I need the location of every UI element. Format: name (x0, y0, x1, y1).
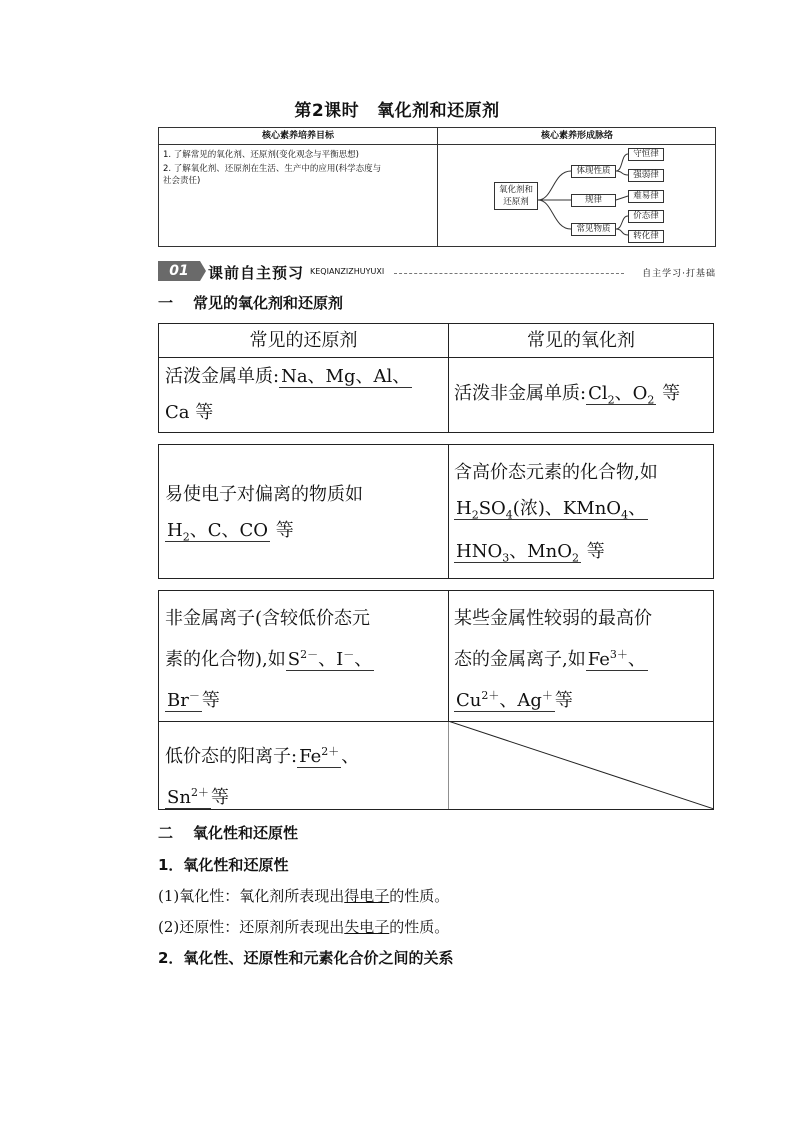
metal-ions-label: 某些金属性较弱的最高价 (454, 608, 652, 629)
section-1-number: 一 (158, 294, 174, 312)
goals-table (158, 127, 716, 247)
nonmetal-ions-answer: $S^{2-}$、I－、 (287, 648, 373, 670)
oxidizing-nonmetals-cell (448, 376, 714, 419)
section-1-title: 常见的氧化剂和还原剂 (193, 294, 344, 312)
agents-table-2 (158, 444, 714, 579)
metal-ions-label-2: 态的金属离子,如 (454, 649, 586, 670)
mindmap-root-line1: 氧化剂和 (498, 185, 533, 195)
metal-ions-suffix: 等 (554, 690, 573, 711)
metal-ions-cell (448, 601, 714, 719)
nonmetal-ions-label-2: 素的化合物),如 (165, 649, 286, 670)
nonmetals-answer: $Cl_2$、$O_2$ (588, 383, 655, 407)
point-1b-text: (2)还原性：还原剂所表现出 (158, 918, 345, 936)
oxidizing-compounds-suffix: 等 (586, 540, 605, 562)
metals-label: 活泼金属单质: (165, 366, 280, 387)
mindmap-leaf-5: 转化律 (628, 230, 664, 243)
banner-pinyin: KEQIANZIZHUYUXI (310, 267, 385, 276)
point-1b (158, 916, 449, 937)
low-valence-label: 低价态的阳离子: (165, 746, 298, 767)
mindmap-leaf-2: 强弱律 (628, 169, 664, 182)
metals-suffix: 等 (195, 402, 214, 423)
goal-2-cont: 社会责任) (163, 176, 201, 186)
nonmetals-suffix: 等 (662, 383, 681, 404)
reducing-compounds-cell (159, 477, 448, 556)
mindmap-mid-3: 常见物质 (571, 223, 616, 236)
section-2-title: 氧化性和还原性 (193, 824, 299, 842)
goals-header-right: 核心素养形成脉络 (438, 128, 716, 145)
mindmap-leaf-3: 难易律 (628, 190, 664, 203)
low-valence-answer-cont: $Sn^{2+}$ (167, 786, 209, 808)
section-1-heading (158, 292, 343, 313)
mindmap-leaf-1: 守恒律 (628, 148, 664, 161)
goals-header-left: 核心素养培养目标 (159, 128, 438, 145)
agents-table-3 (158, 590, 714, 810)
section-number-badge: 01 (158, 261, 200, 281)
section-2-heading (158, 822, 298, 843)
point-1a-answer: 得电子 (344, 887, 390, 905)
acid-concentrated: (浓)、KMnO (512, 498, 622, 519)
goal-2: 2. 了解氧化剂、还原剂在生活、生产中的应用(科学态度与 (163, 164, 382, 174)
oxidizing-compounds-answer-2: $HNO_3$、MnO$_2$ (456, 540, 579, 565)
nonmetal-ions-answer-cont: Br－ (167, 689, 200, 711)
point-1a-text: (1)氧化性：氧化剂所表现出 (158, 887, 345, 905)
metals-answer: Na、Mg、Al、 (281, 366, 411, 387)
metal-ions-answer: $Fe^{3+}$、 (587, 648, 646, 670)
metal-ions-answer-cont: $Cu^{2+}$、Ag＋ (456, 689, 553, 711)
lesson-topic: 氧化剂和还原剂 (377, 101, 500, 121)
banner-right-label: 自主学习·打基础 (642, 269, 716, 279)
page-title (0, 96, 794, 121)
nonmetals-label: 活泼非金属单质: (454, 383, 587, 404)
mindmap-root-line2: 还原剂 (503, 197, 529, 207)
lesson-label: 第2课时 (294, 101, 360, 121)
metals-answer-cont: Ca (165, 402, 190, 423)
low-valence-suffix: 等 (210, 787, 229, 808)
mindmap-leaf-4: 价态律 (628, 210, 664, 223)
oxidizing-compounds-answer-1: $H_2SO_4$(浓)、KMnO$_4$、 (456, 498, 647, 522)
empty-cell-diagonal (448, 721, 714, 809)
reducing-compounds-answer: $H_2$、C、CO (167, 520, 269, 544)
section-2-number: 二 (158, 824, 174, 842)
low-valence-answer: $Fe^{2+}$ (299, 745, 340, 767)
banner-divider (394, 273, 624, 274)
reducing-compounds-suffix: 等 (275, 520, 294, 541)
point-2: 2．氧化性、还原性和元素化合价之间的关系 (158, 949, 454, 967)
mindmap-mid-2: 规律 (571, 194, 616, 207)
low-valence-cations-cell: 低价态的阳离子: $Fe^{2+}$ 、 $Sn^{2+}$ 等 (165, 745, 360, 808)
reducing-metals-cell (159, 359, 448, 431)
goal-1: 1. 了解常见的氧化剂、还原剂(变化观念与平衡思想) (163, 150, 359, 160)
point-1: 1．氧化性和还原性 (158, 856, 289, 874)
banner-title: 课前自主预习 (208, 264, 305, 282)
nonmetal-ions-suffix: 等 (201, 690, 220, 711)
point-1a-end: 的性质。 (389, 887, 450, 905)
header-oxidizing-agents: 常见的氧化剂 (527, 330, 635, 351)
mind-map (438, 144, 716, 247)
header-reducing-agents: 常见的还原剂 (249, 330, 358, 351)
mindmap-root (494, 182, 538, 210)
mindmap-mid-1: 体现性质 (571, 165, 616, 178)
section-banner (158, 261, 716, 281)
reducing-compounds-label: 易使电子对偏离的物质如 (165, 484, 363, 505)
point-1b-answer: 失电子 (344, 918, 390, 936)
nonmetal-ions-label: 非金属离子(含较低价态元 (165, 608, 371, 629)
point-1b-end: 的性质。 (389, 918, 450, 936)
agents-table-1 (158, 323, 714, 433)
oxidizing-compounds-label: 含高价态元素的化合物,如 (454, 462, 658, 483)
nonmetal-ions-cell (159, 601, 448, 719)
point-1a (158, 885, 449, 906)
oxidizing-compounds-cell (448, 455, 714, 576)
